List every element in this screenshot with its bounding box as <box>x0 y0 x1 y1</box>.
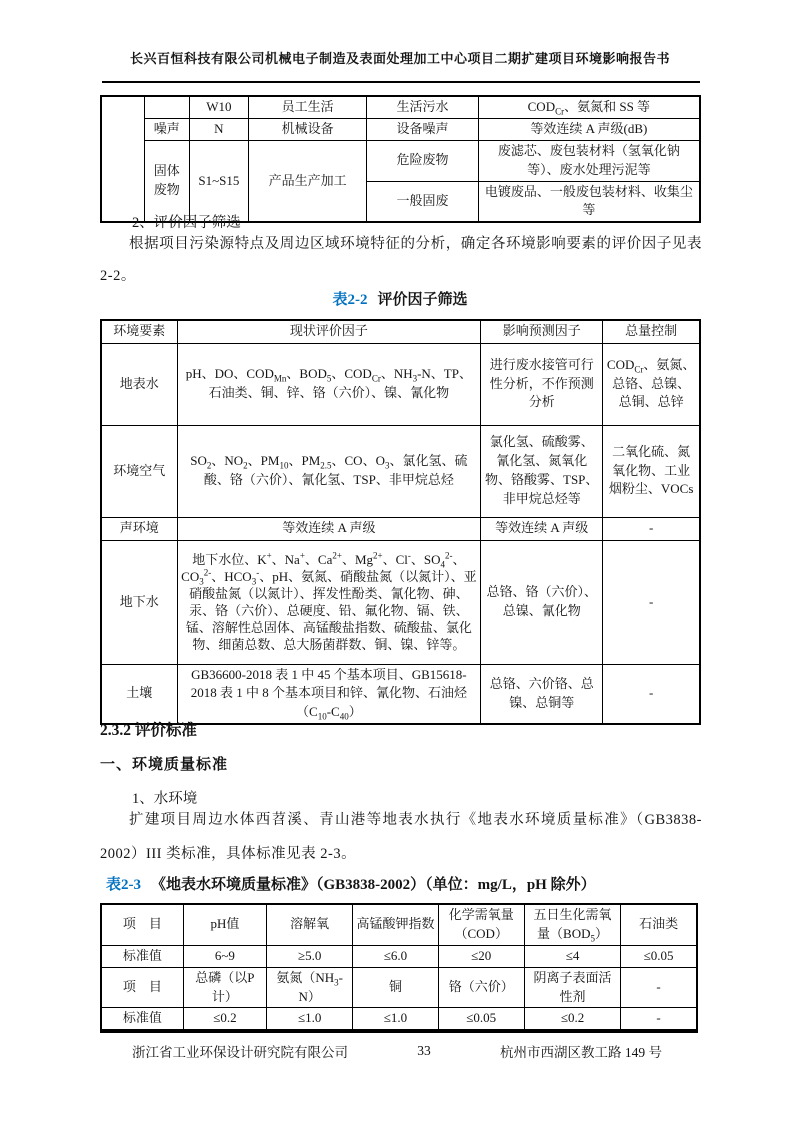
column-header: 化学需氧量（COD） <box>438 904 524 945</box>
source-cell: 员工生活 <box>248 96 366 118</box>
type-cell: 一般固废 <box>367 181 478 222</box>
page-header-title: 长兴百恒科技有限公司机械电子制造及表面处理加工中心项目二期扩建项目环境影响报告书 <box>129 51 670 66</box>
table-header-row <box>101 320 700 343</box>
standard-value-cell: ≤0.2 <box>524 1008 620 1030</box>
table-row <box>101 945 697 967</box>
predict-factors-cell: 总铬、六价铬、总镍、总铜等 <box>481 664 603 724</box>
source-cell: 产品生产加工 <box>248 140 366 222</box>
column-header: pH值 <box>183 904 266 945</box>
table22-caption-title: 评价因子筛选 <box>377 292 468 308</box>
column-header: 溶解氧 <box>267 904 353 945</box>
predict-factors-cell: 氯化氢、硫酸雾、氰化氢、氮氧化物、铬酸雾、TSP、非甲烷总烃等 <box>481 425 603 517</box>
source-cell: 机械设备 <box>248 118 366 140</box>
column-header: 总磷（以P计） <box>183 967 266 1008</box>
type-cell: 生活污水 <box>367 96 478 118</box>
element-cell: 地表水 <box>101 343 177 425</box>
total-control-cell: 二氧化硫、氮氧化物、工业烟粉尘、VOCs <box>603 425 700 517</box>
footer-rule <box>100 1031 698 1033</box>
standard-value-cell: ≤6.0 <box>353 945 438 967</box>
code-cell: N <box>189 118 248 140</box>
table-header-row <box>101 904 697 945</box>
column-header: 石油类 <box>621 904 697 945</box>
element-cell: 环境空气 <box>101 425 177 517</box>
factors-cell: $COD_{Cr}$、氨氮和 SS 等 <box>478 96 700 118</box>
standard-value-cell: ≤1.0 <box>267 1008 353 1030</box>
column-header: 总量控制 <box>603 320 700 343</box>
table23-caption <box>106 873 766 894</box>
element-cell: 地下水 <box>101 540 177 664</box>
table-row <box>101 343 700 425</box>
standard-value-cell: ≤0.2 <box>183 1008 266 1030</box>
table23-caption-title: 《地表水环境质量标准》（GB3838-2002）（单位：mg/L，pH 除外） <box>151 877 596 893</box>
current-factors-cell: pH、DO、$COD_{Mn}$、$BOD_5$、$COD_{Cr}$、$NH_3-N$、TP、石油类、铜、锌、铬（六价）、镍、氰化物 <box>177 343 481 425</box>
table-row <box>101 664 700 724</box>
total-control-cell: - <box>603 517 700 540</box>
table-row <box>101 96 700 118</box>
standard-value-cell: - <box>621 1008 697 1030</box>
heading-water-environment: 1、水环境 <box>132 791 198 807</box>
factors-cell: 废滤芯、废包装材料（氢氧化钠等）、废水处理污泥等 <box>478 140 700 181</box>
column-header: 环境要素 <box>101 320 177 343</box>
surface-water-standard-table <box>100 903 698 1031</box>
type-cell: 危险废物 <box>367 140 478 181</box>
heading-env-quality-standard: 一、环境质量标准 <box>100 757 229 773</box>
footer-address: 杭州市西湖区教工路 149 号 <box>500 1045 662 1060</box>
footer-company: 浙江省工业环保设计研究院有限公司 <box>132 1045 348 1060</box>
row-label: 项 目 <box>101 904 183 945</box>
page-footer <box>100 1041 698 1061</box>
current-factors-cell: GB36600-2018 表 1 中 45 个基本项目、GB15618-2018 表 1 中 8 个基本项目和锌、氰化物、石油烃$(C_{10}-C_{40})$ <box>177 664 481 724</box>
current-factors-cell: 等效连续 A 声级 <box>177 517 481 540</box>
column-header: 铬（六价） <box>438 967 524 1008</box>
footer-page-number: 33 <box>417 1043 431 1058</box>
element-cell: 土壤 <box>101 664 177 724</box>
evaluation-factors-table <box>100 319 701 725</box>
table-row <box>101 1008 697 1030</box>
standard-value-cell: ≤20 <box>438 945 524 967</box>
current-factors-cell: $SO_2$、$NO_2$、$PM_{10}$、$PM_{2.5}$、CO、$O_3$、氯化氢、硫酸、铬（六价）、氰化氢、TSP、非甲烷总烃 <box>177 425 481 517</box>
column-header: 五日生化需氧量$(BOD_5)$ <box>524 904 620 945</box>
table23-caption-label: 表2-3 <box>106 877 141 893</box>
column-header: 氨氮$(NH_3-N)$ <box>267 967 353 1008</box>
category-cell: 噪声 <box>144 118 189 140</box>
row-label: 标准值 <box>101 945 183 967</box>
table-row <box>101 118 700 140</box>
standard-value-cell: ≤1.0 <box>353 1008 438 1030</box>
paragraph-water-standard: 扩建项目周边水体西苕溪、青山港等地表水执行《地表水环境质量标准》（GB3838-2002）III 类标准，具体标准见表 2-3。 <box>100 812 702 862</box>
column-header: 高锰酸钾指数 <box>353 904 438 945</box>
current-factors-cell: 地下水位、K+、Na+、$Ca^{2+}$、$Mg^{2+}$、Cl-、$SO_4^{2-}$、$CO_3^{2-}$、$HCO_3^-$、pH、氨氮、硝酸盐氮（以氮计）、亚硝酸盐氮（以氮计）、挥发性酚类、氰化物、砷、汞、铬（六价）、总硬度、铅、氟化物、镉、铁、锰、溶解性总固体、高锰酸盐指数、硫酸盐、氯化物、细菌总数、总大肠菌群数、铜、镍、锌等。 <box>177 540 481 664</box>
type-cell: 设备噪声 <box>367 118 478 140</box>
column-header: 影响预测因子 <box>481 320 603 343</box>
code-cell: W10 <box>189 96 248 118</box>
table-row <box>101 140 700 181</box>
standard-value-cell: ≥5.0 <box>267 945 353 967</box>
total-control-cell: - <box>603 540 700 664</box>
column-header: 现状评价因子 <box>177 320 481 343</box>
table22-caption <box>0 288 800 309</box>
table-row <box>101 540 700 664</box>
column-header: 铜 <box>353 967 438 1008</box>
factors-cell: 电镀废品、一般废包装材料、收集尘等 <box>478 181 700 222</box>
category-cell <box>144 96 189 118</box>
section-heading-232: 2.3.2 评价标准 <box>100 722 197 739</box>
column-header: - <box>621 967 697 1008</box>
predict-factors-cell: 进行废水接管可行性分析，不作预测分析 <box>481 343 603 425</box>
table-row <box>101 517 700 540</box>
table22-caption-label: 表2-2 <box>332 292 368 308</box>
predict-factors-cell: 等效连续 A 声级 <box>481 517 603 540</box>
standard-value-cell: 6~9 <box>183 945 266 967</box>
total-control-cell: - <box>603 664 700 724</box>
category-cell: 固体废物 <box>144 140 189 222</box>
row-label: 标准值 <box>101 1008 183 1030</box>
pollution-source-table <box>100 95 701 223</box>
section-heading-factor-screening: 2、评价因子筛选 <box>132 215 241 231</box>
table-row <box>101 425 700 517</box>
total-control-cell: $COD_{Cr}$、氨氮、总铬、总镍、总铜、总锌 <box>603 343 700 425</box>
predict-factors-cell: 总铬、铬（六价）、总镍、氰化物 <box>481 540 603 664</box>
code-cell: S1~S15 <box>189 140 248 222</box>
table-header-row <box>101 967 697 1008</box>
spanning-empty-cell <box>101 96 144 222</box>
standard-value-cell: ≤0.05 <box>621 945 697 967</box>
paragraph-factor-screening: 根据项目污染源特点及周边区域环境特征的分析，确定各环境影响要素的评价因子见表 2-2。 <box>100 236 702 284</box>
standard-value-cell: ≤4 <box>524 945 620 967</box>
factors-cell: 等效连续 A 声级(dB) <box>478 118 700 140</box>
column-header: 阴离子表面活性剂 <box>524 967 620 1008</box>
standard-value-cell: ≤0.05 <box>438 1008 524 1030</box>
row-label: 项 目 <box>101 967 183 1008</box>
element-cell: 声环境 <box>101 517 177 540</box>
header-rule <box>102 81 700 83</box>
